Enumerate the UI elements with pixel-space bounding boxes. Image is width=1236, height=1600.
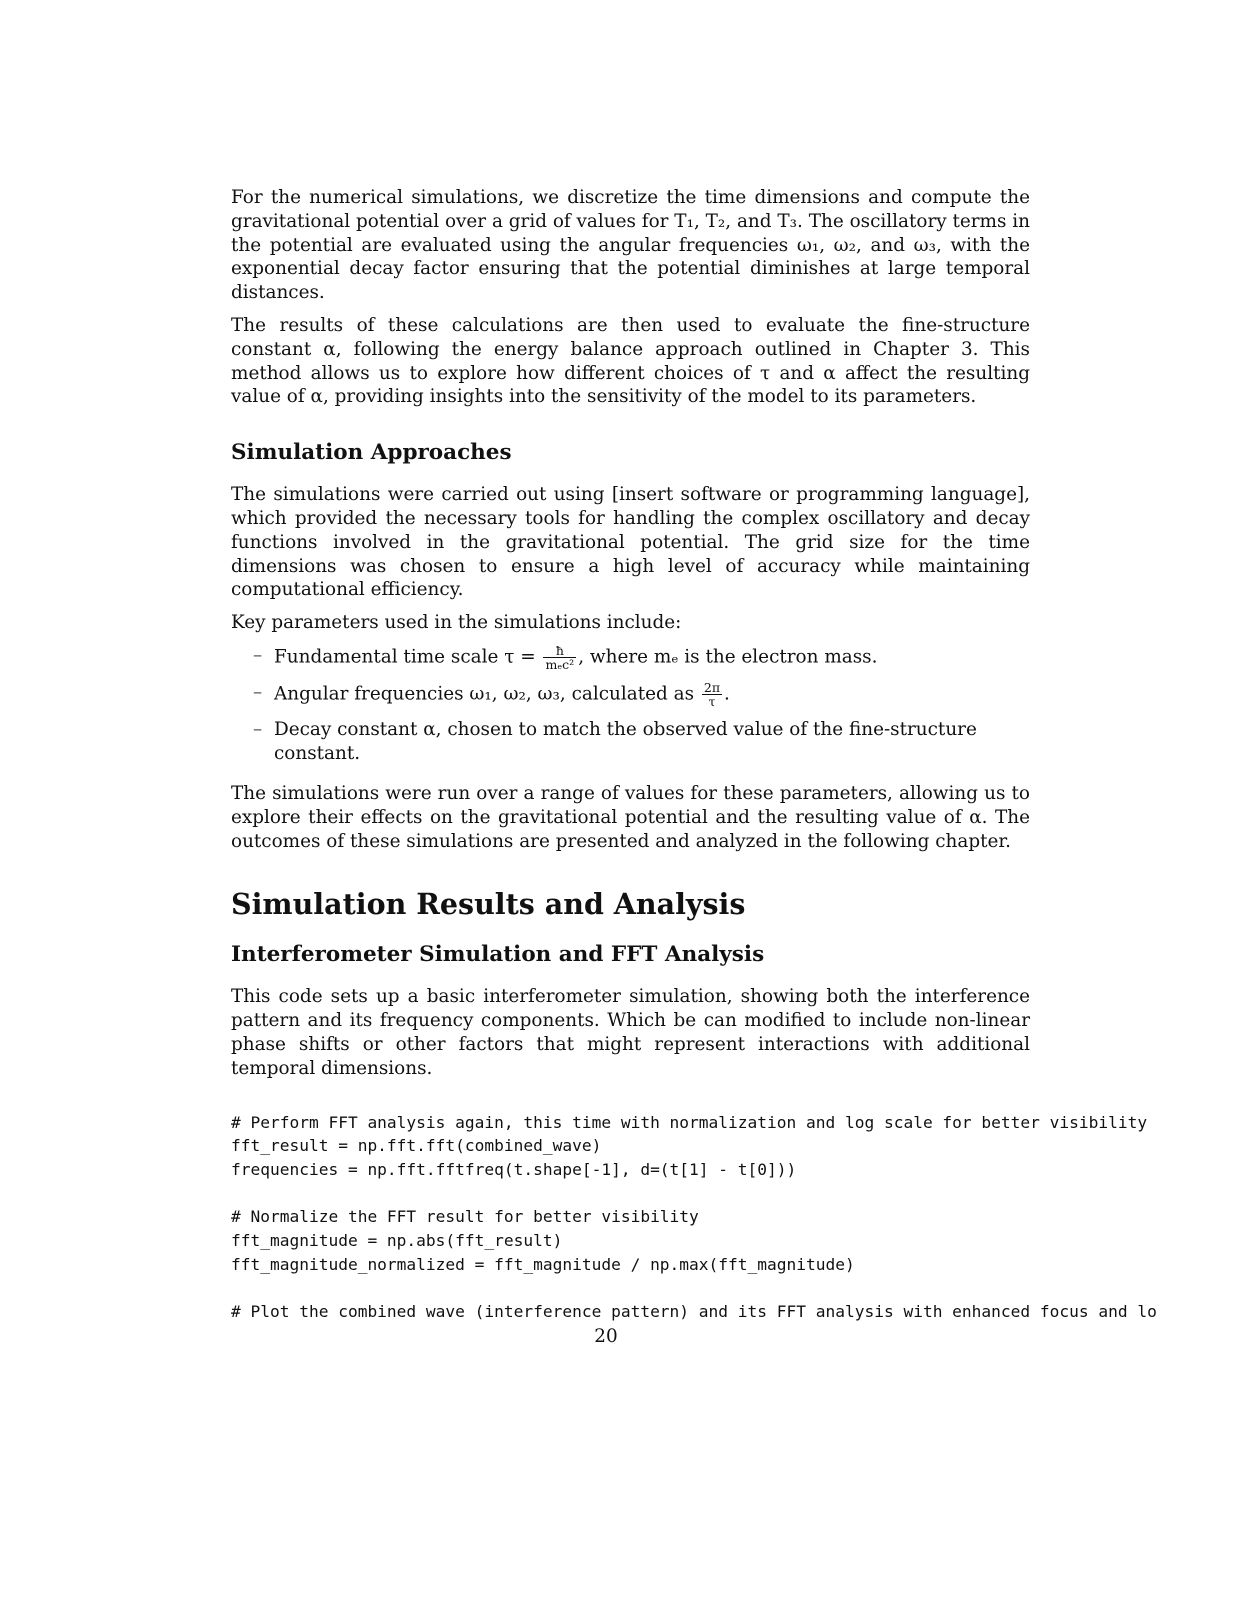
- list-item-decay-constant: [253, 718, 1030, 766]
- list-dash: –: [253, 718, 263, 740]
- paragraph-intro-2: The results of these calculations are then used to evaluate the fine-structure constant α, following the energy balance approach outlined in Chapter 3. This method allows us to explore how different choices of τ and α affect the resulting value of α, providing insights into the sensitivity of the model to its parameters.: [231, 314, 1030, 408]
- list-dash: –: [253, 681, 263, 703]
- page-content: [231, 186, 1157, 1324]
- list-text-after: .: [724, 683, 730, 705]
- list-dash: –: [253, 644, 263, 666]
- fraction-denominator: τ: [708, 693, 716, 709]
- list-text-before: Angular frequencies ω₁, ω₂, ω₃, calculated as: [274, 683, 695, 705]
- paragraph-sim-approaches-3: The simulations were run over a range of values for these parameters, allowing us to explore their effects on the gravitational potential and the resulting value of α. The outcomes of these simulations are presented and analyzed in the following chapter.: [231, 782, 1030, 852]
- list-text-before: Decay constant α, chosen to match the observed value of the fine-structure constant.: [274, 718, 977, 764]
- list-item-time-scale: [253, 644, 1030, 671]
- heading-interferometer-fft: Interferometer Simulation and FFT Analysis: [231, 942, 765, 968]
- list-item-angular-frequencies: [253, 681, 1030, 708]
- fraction-denominator: mₑc²: [545, 656, 575, 672]
- fraction-numerator: 2π: [703, 679, 721, 695]
- page-number: 20: [594, 1326, 618, 1347]
- heading-simulation-approaches: Simulation Approaches: [231, 440, 512, 466]
- list-text-after: , where mₑ is the electron mass.: [578, 646, 878, 668]
- fraction-hbar-over-mc2: [543, 644, 576, 671]
- paragraph-sim-approaches-1: The simulations were carried out using [insert software or programming language], which provided the necessary tools for handling the complex oscillatory and decay functions involved in the gravitational potential. The grid size for the time dimensions was chosen to ensure a high level of accuracy while maintaining computational efficiency.: [231, 484, 1030, 601]
- code-block: # Perform FFT analysis again, this time with normalization and log scale for better visibility fft_result = np.fft.fft(combined_wave) frequencies = np.fft.fftfreq(t.shape[-1], d=(t[1] - t[0])) # Normalize the FFT result for better visibility fft_magnitude = np.abs(fft_result) fft_magnitude_normalized = fft_magnitude / np.max(fft_magnitude) # Plot the combined wave (interference pattern) and its FFT analysis with enhanced focus and lo: [231, 1112, 1157, 1322]
- heading-simulation-results: Simulation Results and Analysis: [231, 887, 746, 922]
- fraction-2pi-over-tau: [702, 681, 722, 708]
- paragraph-key-parameters: Key parameters used in the simulations include:: [231, 612, 682, 634]
- parameter-list: [253, 644, 1030, 766]
- paragraph-intro-1: For the numerical simulations, we discretize the time dimensions and compute the gravitational potential over a grid of values for T₁, T₂, and T₃. The oscillatory terms in the potential are evaluated using the angular frequencies ω₁, ω₂, and ω₃, with the exponential decay factor ensuring that the potential diminishes at large temporal distances.: [231, 187, 1030, 304]
- fraction-numerator: ħ: [543, 644, 576, 658]
- list-text-before: Fundamental time scale τ =: [274, 646, 536, 668]
- paragraph-interferometer: This code sets up a basic interferometer simulation, showing both the interference pattern and its frequency components. Which be can modified to include non-linear phase shifts or other factors that might represent interactions with additional temporal dimensions.: [231, 986, 1030, 1079]
